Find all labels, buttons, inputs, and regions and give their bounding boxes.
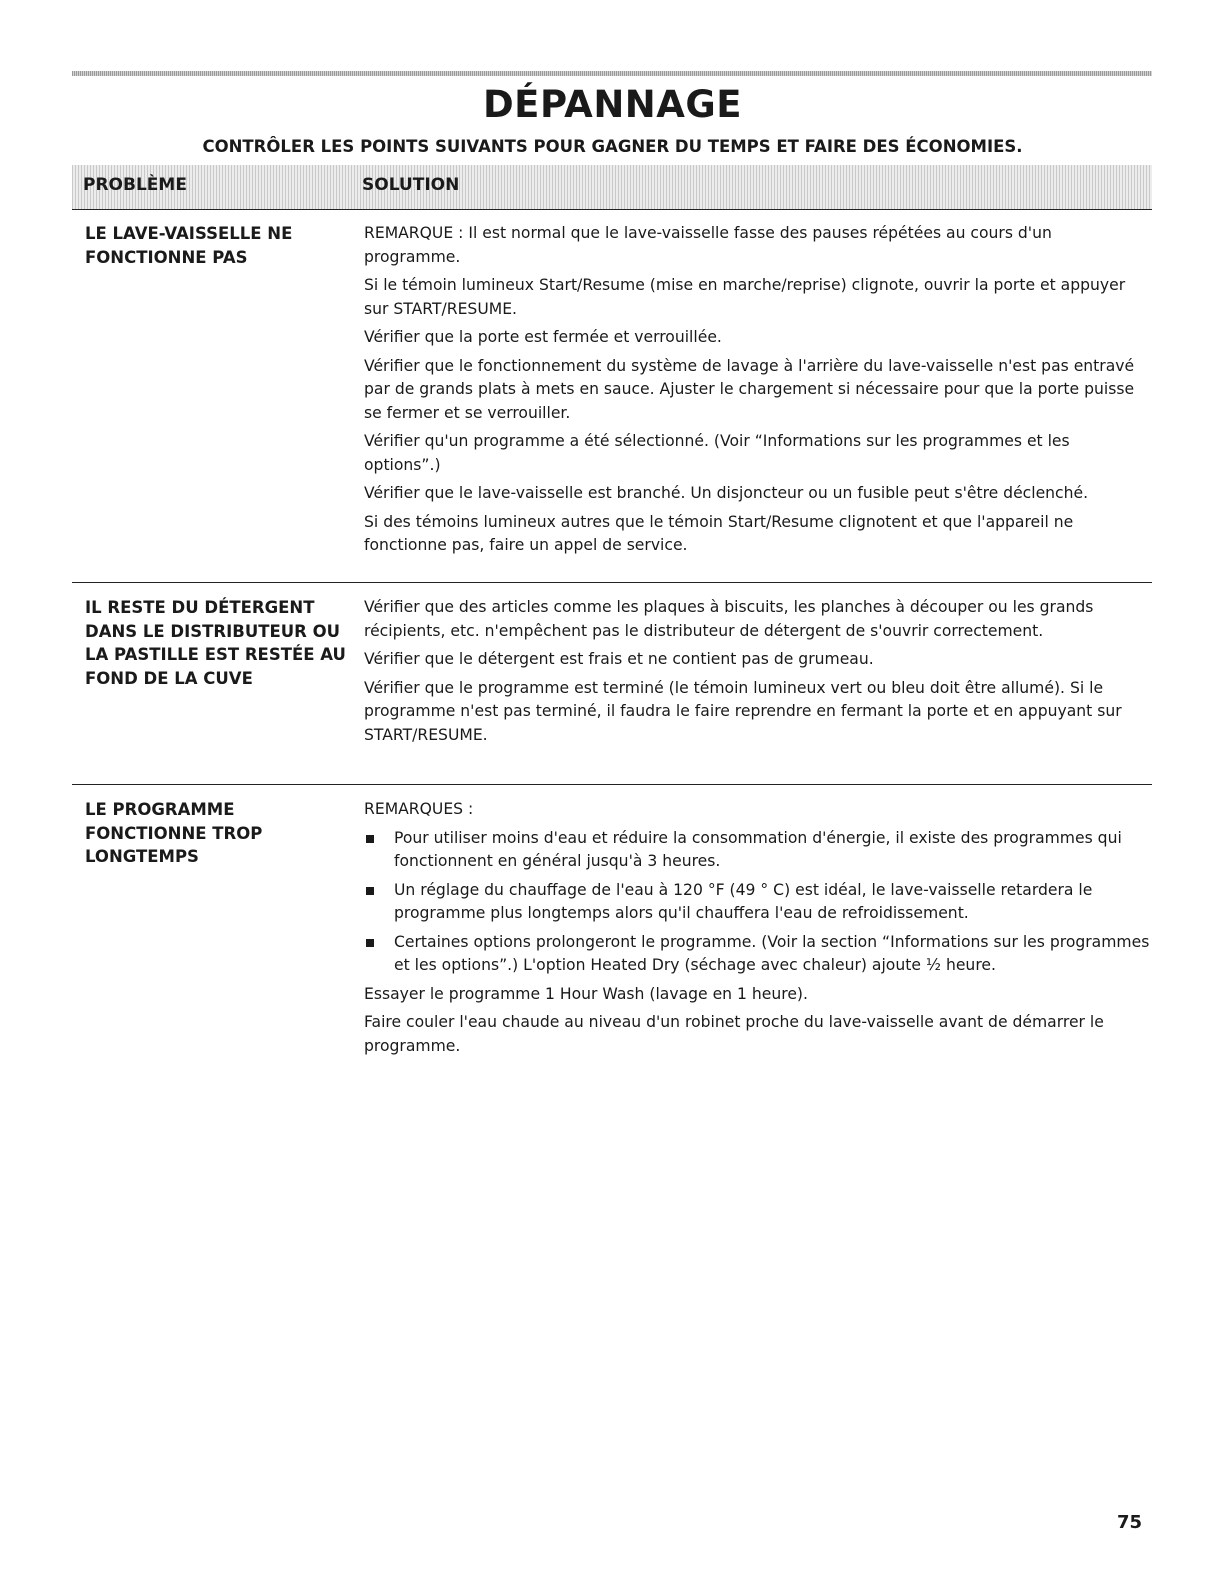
square-bullet-icon <box>366 887 374 895</box>
problem-line: FOND DE LA CUVE <box>85 668 253 688</box>
solution-cell <box>364 798 1150 1063</box>
solution-paragraph: Vérifier que le lave-vaisselle est branché. Un disjoncteur ou un fusible peut s'être déclenché. <box>364 484 1089 502</box>
problem-line: LE LAVE-VAISSELLE NE <box>85 224 293 243</box>
solution-paragraph: Si des témoins lumineux autres que le témoin Start/Resume clignotent et que l'appareil ne fonctionne pas, faire un appel de service. <box>364 512 1074 554</box>
square-bullet-icon <box>366 835 374 843</box>
top-divider <box>72 71 1152 76</box>
solution-paragraph: REMARQUE : Il est normal que le lave-vaisselle fasse des pauses répétées au cours d'un programme. <box>364 224 1052 266</box>
list-item-text: Un réglage du chauffage de l'eau à 120 °F (49 ° C) est idéal, le lave-vaisselle retardera le programme plus longtemps alors qu'il chauffera l'eau de refroidissement. <box>394 880 1093 922</box>
problem-line: IL RESTE DU DÉTERGENT <box>85 598 315 617</box>
list-item-text: Certaines options prolongeront le programme. (Voir la section “Informations sur les programmes et les options”.) L'option Heated Dry (séchage avec chaleur) ajoute ½ heure. <box>394 932 1150 974</box>
solution-paragraph: Vérifier que le programme est terminé (le témoin lumineux vert ou bleu doit être allumé). Si le programme n'est pas terminé, il faudra le faire reprendre en fermant la porte et en appuyant sur START/RESUME. <box>364 678 1122 744</box>
problem-cell <box>85 798 355 869</box>
problem-line: LE PROGRAMME <box>85 800 235 819</box>
list-item-text: Pour utiliser moins d'eau et réduire la consommation d'énergie, il existe des programmes qui fonctionnent en général jusqu'à 3 heures. <box>394 828 1122 870</box>
column-header-problem: PROBLÈME <box>83 175 187 195</box>
page-number: 75 <box>1116 1512 1142 1533</box>
solution-cell <box>364 222 1150 563</box>
remarks-heading: REMARQUES : <box>364 800 474 818</box>
problem-line: FONCTIONNE PAS <box>85 247 248 267</box>
list-item <box>364 931 1150 978</box>
column-header-solution: SOLUTION <box>362 175 460 195</box>
table-row <box>72 584 1152 785</box>
list-item <box>364 879 1150 926</box>
problem-line: FONCTIONNE TROP <box>85 823 263 843</box>
problem-line: DANS LE DISTRIBUTEUR OU <box>85 621 341 641</box>
table-row <box>72 210 1152 583</box>
solution-paragraph: Vérifier qu'un programme a été sélectionné. (Voir “Informations sur les programmes et les options”.) <box>364 432 1070 474</box>
solution-paragraph: Faire couler l'eau chaude au niveau d'un robinet proche du lave-vaisselle avant de démarrer le programme. <box>364 1013 1104 1055</box>
solution-paragraph: Si le témoin lumineux Start/Resume (mise en marche/reprise) clignote, ouvrir la porte et appuyer sur START/RESUME. <box>364 276 1126 318</box>
solution-paragraph: Vérifier que des articles comme les plaques à biscuits, les planches à découper ou les grands récipients, etc. n'empêchent pas le distributeur de détergent de s'ouvrir correctement. <box>364 598 1094 640</box>
list-item <box>364 827 1150 874</box>
problem-line: LA PASTILLE EST RESTÉE AU <box>85 645 346 664</box>
square-bullet-icon <box>366 939 374 947</box>
solution-paragraph: Vérifier que le fonctionnement du système de lavage à l'arrière du lave-vaisselle n'est pas entravé par de grands plats à mets en sauce. Ajuster le chargement si nécessaire pour que la porte puisse se fermer et se verrouiller. <box>364 356 1135 422</box>
page-subtitle: CONTRÔLER LES POINTS SUIVANTS POUR GAGNER DU TEMPS ET FAIRE DES ÉCONOMIES. <box>202 137 1023 156</box>
page-title: DÉPANNAGE <box>482 83 743 126</box>
table-row <box>72 786 1152 1086</box>
problem-line: LONGTEMPS <box>85 847 199 866</box>
problem-cell <box>85 222 355 269</box>
problem-cell <box>85 596 355 690</box>
solution-paragraph: Essayer le programme 1 Hour Wash (lavage en 1 heure). <box>364 984 808 1003</box>
solution-paragraph: Vérifier que le détergent est frais et ne contient pas de grumeau. <box>364 650 874 668</box>
remarks-list <box>364 827 1150 978</box>
table-header <box>72 165 1152 210</box>
solution-cell <box>364 596 1150 752</box>
solution-paragraph: Vérifier que la porte est fermée et verrouillée. <box>364 328 722 346</box>
